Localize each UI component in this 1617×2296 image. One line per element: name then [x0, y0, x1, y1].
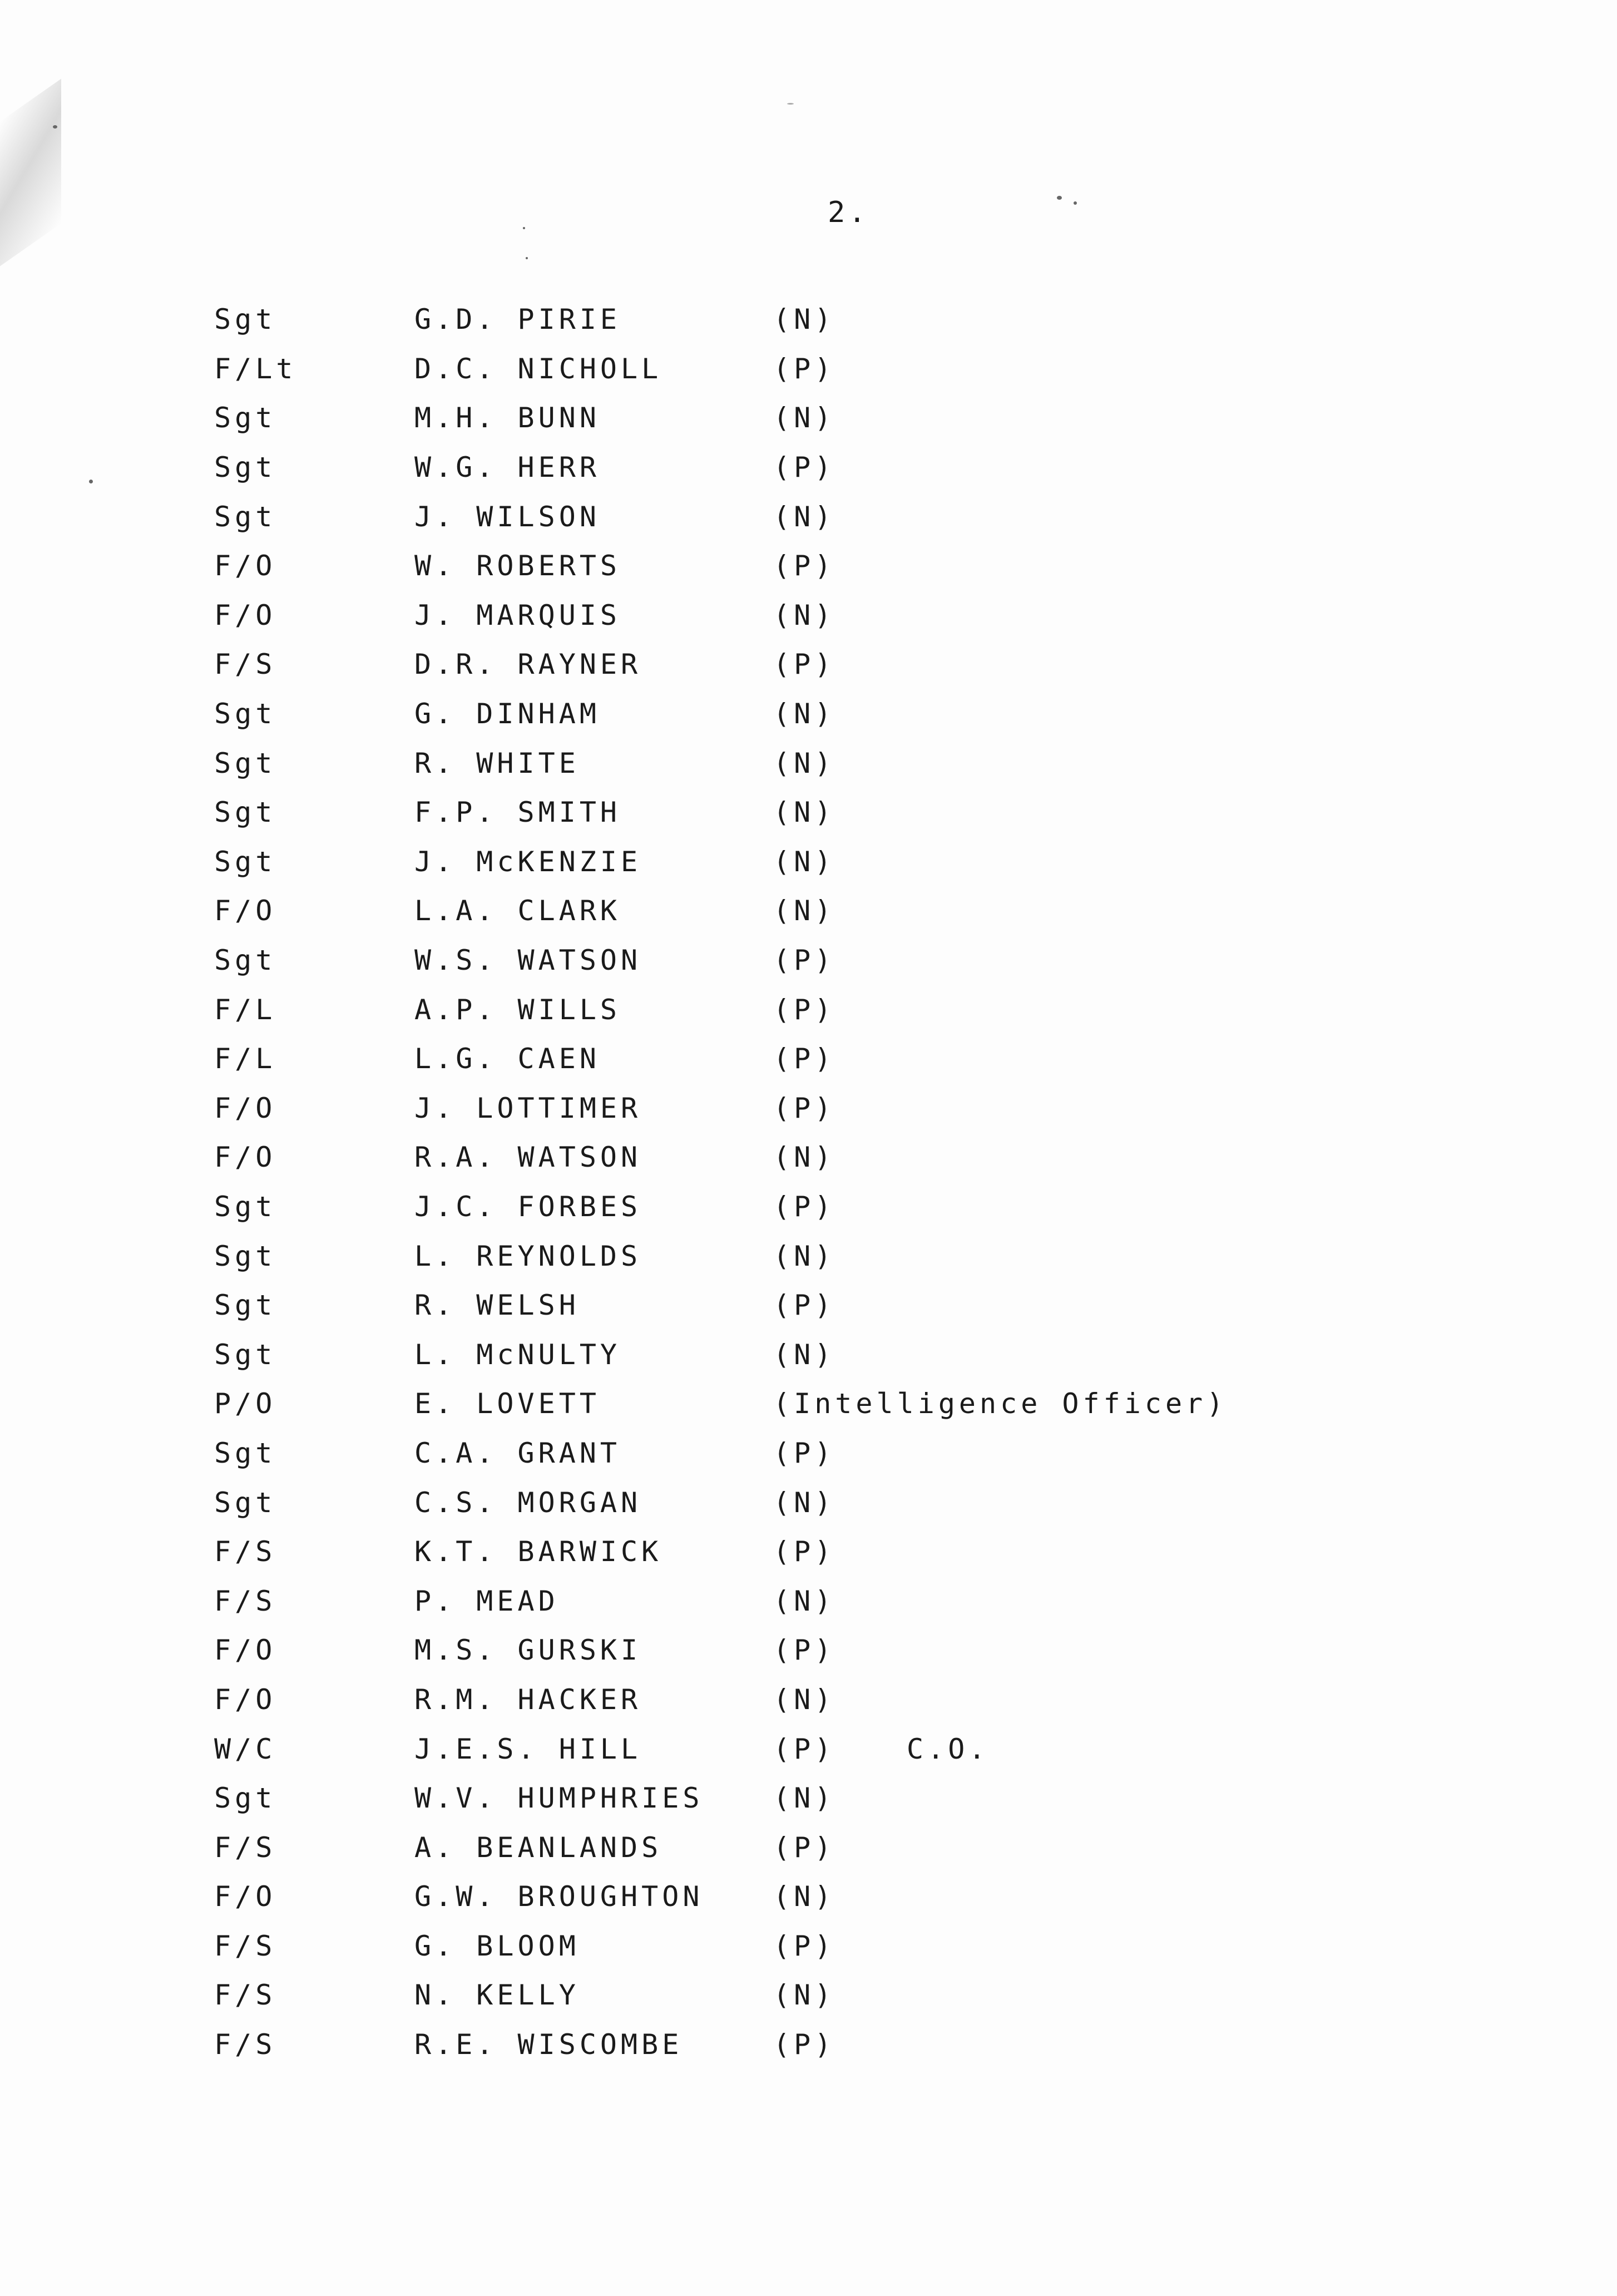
roster-row — [214, 492, 1438, 541]
name-cell: J.C. FORBES — [414, 1190, 642, 1223]
scan-speck — [523, 227, 525, 229]
name-cell: G.D. PIRIE — [414, 303, 621, 336]
rank-cell: Sgt — [214, 845, 276, 878]
roster-row — [214, 1379, 1438, 1429]
name-cell: R. WHITE — [414, 747, 580, 779]
rank-cell: Sgt — [214, 451, 276, 484]
rank-cell: F/O — [214, 1683, 276, 1716]
role-cell: (N) — [773, 1240, 835, 1272]
name-cell: W.G. HERR — [414, 451, 600, 484]
page-number: 2. — [828, 196, 869, 229]
scan-speck — [526, 257, 528, 259]
name-cell: J. MARQUIS — [414, 599, 621, 631]
roster-row — [214, 837, 1438, 887]
name-cell: E. LOVETT — [414, 1388, 600, 1420]
name-cell: A. BEANLANDS — [414, 1831, 662, 1864]
name-cell: N. KELLY — [414, 1979, 580, 2012]
roster-row — [214, 1429, 1438, 1478]
role-cell: (N) — [773, 1338, 835, 1371]
name-cell: P. MEAD — [414, 1584, 559, 1617]
role-cell: (N) — [773, 1880, 835, 1913]
name-cell: G. BLOOM — [414, 1929, 580, 1962]
roster-row — [214, 985, 1438, 1034]
roster-row — [214, 1478, 1438, 1527]
name-cell: R. WELSH — [414, 1289, 580, 1322]
roster-row — [214, 1133, 1438, 1182]
scan-speck — [89, 480, 93, 483]
role-cell: (N) — [773, 796, 835, 829]
rank-cell: F/S — [214, 1929, 276, 1962]
role-cell: (N) — [773, 1486, 835, 1519]
rank-cell: F/S — [214, 648, 276, 681]
role-cell: (P) — [773, 2028, 835, 2061]
rank-cell: P/O — [214, 1388, 276, 1420]
rank-cell: F/L — [214, 993, 276, 1026]
role-cell: (N) — [773, 402, 835, 434]
rank-cell: Sgt — [214, 1190, 276, 1223]
rank-cell: F/O — [214, 1141, 276, 1174]
name-cell: J. WILSON — [414, 500, 600, 533]
roster-row — [214, 1034, 1438, 1084]
role-cell: (P) — [773, 1929, 835, 1962]
role-cell: (P) — [773, 1043, 835, 1075]
rank-cell: Sgt — [214, 1436, 276, 1469]
roster-row — [214, 344, 1438, 394]
name-cell: L. REYNOLDS — [414, 1240, 642, 1272]
roster-row — [214, 1084, 1438, 1133]
roster-row — [214, 1872, 1438, 1922]
role-cell: (N) — [773, 1782, 835, 1815]
name-cell: D.R. RAYNER — [414, 648, 642, 681]
rank-cell: F/S — [214, 1535, 276, 1568]
roster-row — [214, 1971, 1438, 2020]
roster-row — [214, 1724, 1438, 1774]
roster-row — [214, 1576, 1438, 1626]
roster-row — [214, 541, 1438, 591]
roster-row — [214, 640, 1438, 689]
name-cell: L. McNULTY — [414, 1338, 621, 1371]
roster-row — [214, 1922, 1438, 1971]
name-cell: W. ROBERTS — [414, 550, 621, 582]
roster-row — [214, 886, 1438, 936]
name-cell: M.H. BUNN — [414, 402, 600, 434]
rank-cell: Sgt — [214, 1289, 276, 1322]
note-cell: C.O. — [907, 1732, 990, 1765]
name-cell: R.A. WATSON — [414, 1141, 642, 1174]
role-cell: (P) — [773, 1436, 835, 1469]
roster-row — [214, 936, 1438, 985]
name-cell: G.W. BROUGHTON — [414, 1880, 704, 1913]
roster-row — [214, 1774, 1438, 1823]
role-cell: (N) — [773, 1979, 835, 2012]
roster-row — [214, 1330, 1438, 1379]
rank-cell: Sgt — [214, 1338, 276, 1371]
role-cell: (P) — [773, 1732, 835, 1765]
role-cell: (N) — [773, 895, 835, 927]
name-cell: J. McKENZIE — [414, 845, 642, 878]
rank-cell: Sgt — [214, 303, 276, 336]
role-cell: (P) — [773, 1289, 835, 1322]
rank-cell: Sgt — [214, 944, 276, 977]
role-cell: (N) — [773, 845, 835, 878]
name-cell: L.G. CAEN — [414, 1043, 600, 1075]
name-cell: L.A. CLARK — [414, 895, 621, 927]
role-cell: (N) — [773, 1141, 835, 1174]
roster-row — [214, 689, 1438, 739]
name-cell: W.S. WATSON — [414, 944, 642, 977]
role-cell: (P) — [773, 1535, 835, 1568]
role-cell: (N) — [773, 599, 835, 631]
roster-row — [214, 1675, 1438, 1725]
personnel-roster — [214, 295, 1438, 2069]
scan-speck — [53, 125, 57, 129]
scan-speck — [1074, 201, 1077, 205]
role-cell: (N) — [773, 1584, 835, 1617]
roster-row — [214, 1823, 1438, 1872]
rank-cell: F/Lt — [214, 352, 297, 385]
rank-cell: F/S — [214, 2028, 276, 2061]
rank-cell: F/S — [214, 1584, 276, 1617]
rank-cell: F/S — [214, 1831, 276, 1864]
role-cell: (P) — [773, 648, 835, 681]
scan-edge-shadow — [0, 78, 61, 266]
roster-row — [214, 738, 1438, 788]
roster-row — [214, 2020, 1438, 2070]
name-cell: G. DINHAM — [414, 698, 600, 730]
role-cell: (P) — [773, 993, 835, 1026]
roster-row — [214, 1527, 1438, 1577]
rank-cell: Sgt — [214, 402, 276, 434]
name-cell: R.E. WISCOMBE — [414, 2028, 683, 2061]
rank-cell: Sgt — [214, 698, 276, 730]
name-cell: F.P. SMITH — [414, 796, 621, 829]
roster-row — [214, 1182, 1438, 1232]
rank-cell: Sgt — [214, 1240, 276, 1272]
role-cell: (P) — [773, 1092, 835, 1124]
role-cell: (P) — [773, 944, 835, 977]
rank-cell: Sgt — [214, 1486, 276, 1519]
rank-cell: F/O — [214, 1634, 276, 1667]
role-cell: (N) — [773, 747, 835, 779]
rank-cell: F/O — [214, 550, 276, 582]
rank-cell: F/S — [214, 1979, 276, 2012]
role-cell: (P) — [773, 550, 835, 582]
role-cell: (P) — [773, 1831, 835, 1864]
role-cell: (P) — [773, 1634, 835, 1667]
name-cell: J.E.S. HILL — [414, 1732, 642, 1765]
rank-cell: Sgt — [214, 500, 276, 533]
role-cell: (N) — [773, 500, 835, 533]
roster-row — [214, 1281, 1438, 1330]
rank-cell: Sgt — [214, 796, 276, 829]
rank-cell: F/O — [214, 599, 276, 631]
rank-cell: F/O — [214, 1092, 276, 1124]
name-cell: A.P. WILLS — [414, 993, 621, 1026]
role-cell: (Intelligence Officer) — [773, 1388, 1228, 1420]
name-cell: D.C. NICHOLL — [414, 352, 662, 385]
rank-cell: F/O — [214, 895, 276, 927]
name-cell: M.S. GURSKI — [414, 1634, 642, 1667]
role-cell: (N) — [773, 698, 835, 730]
name-cell: K.T. BARWICK — [414, 1535, 662, 1568]
role-cell: (N) — [773, 1683, 835, 1716]
name-cell: C.S. MORGAN — [414, 1486, 642, 1519]
roster-row — [214, 393, 1438, 443]
name-cell: C.A. GRANT — [414, 1436, 621, 1469]
rank-cell: F/O — [214, 1880, 276, 1913]
rank-cell: Sgt — [214, 747, 276, 779]
role-cell: (N) — [773, 303, 835, 336]
rank-cell: F/L — [214, 1043, 276, 1075]
role-cell: (P) — [773, 451, 835, 484]
roster-row — [214, 788, 1438, 837]
role-cell: (P) — [773, 1190, 835, 1223]
roster-row — [214, 295, 1438, 344]
rank-cell: W/C — [214, 1732, 276, 1765]
name-cell: W.V. HUMPHRIES — [414, 1782, 704, 1815]
roster-row — [214, 591, 1438, 640]
roster-row — [214, 443, 1438, 492]
scan-speck — [1057, 196, 1062, 200]
scan-speck — [787, 103, 794, 105]
rank-cell: Sgt — [214, 1782, 276, 1815]
name-cell: R.M. HACKER — [414, 1683, 642, 1716]
roster-row — [214, 1231, 1438, 1281]
role-cell: (P) — [773, 352, 835, 385]
name-cell: J. LOTTIMER — [414, 1092, 642, 1124]
roster-row — [214, 1626, 1438, 1675]
